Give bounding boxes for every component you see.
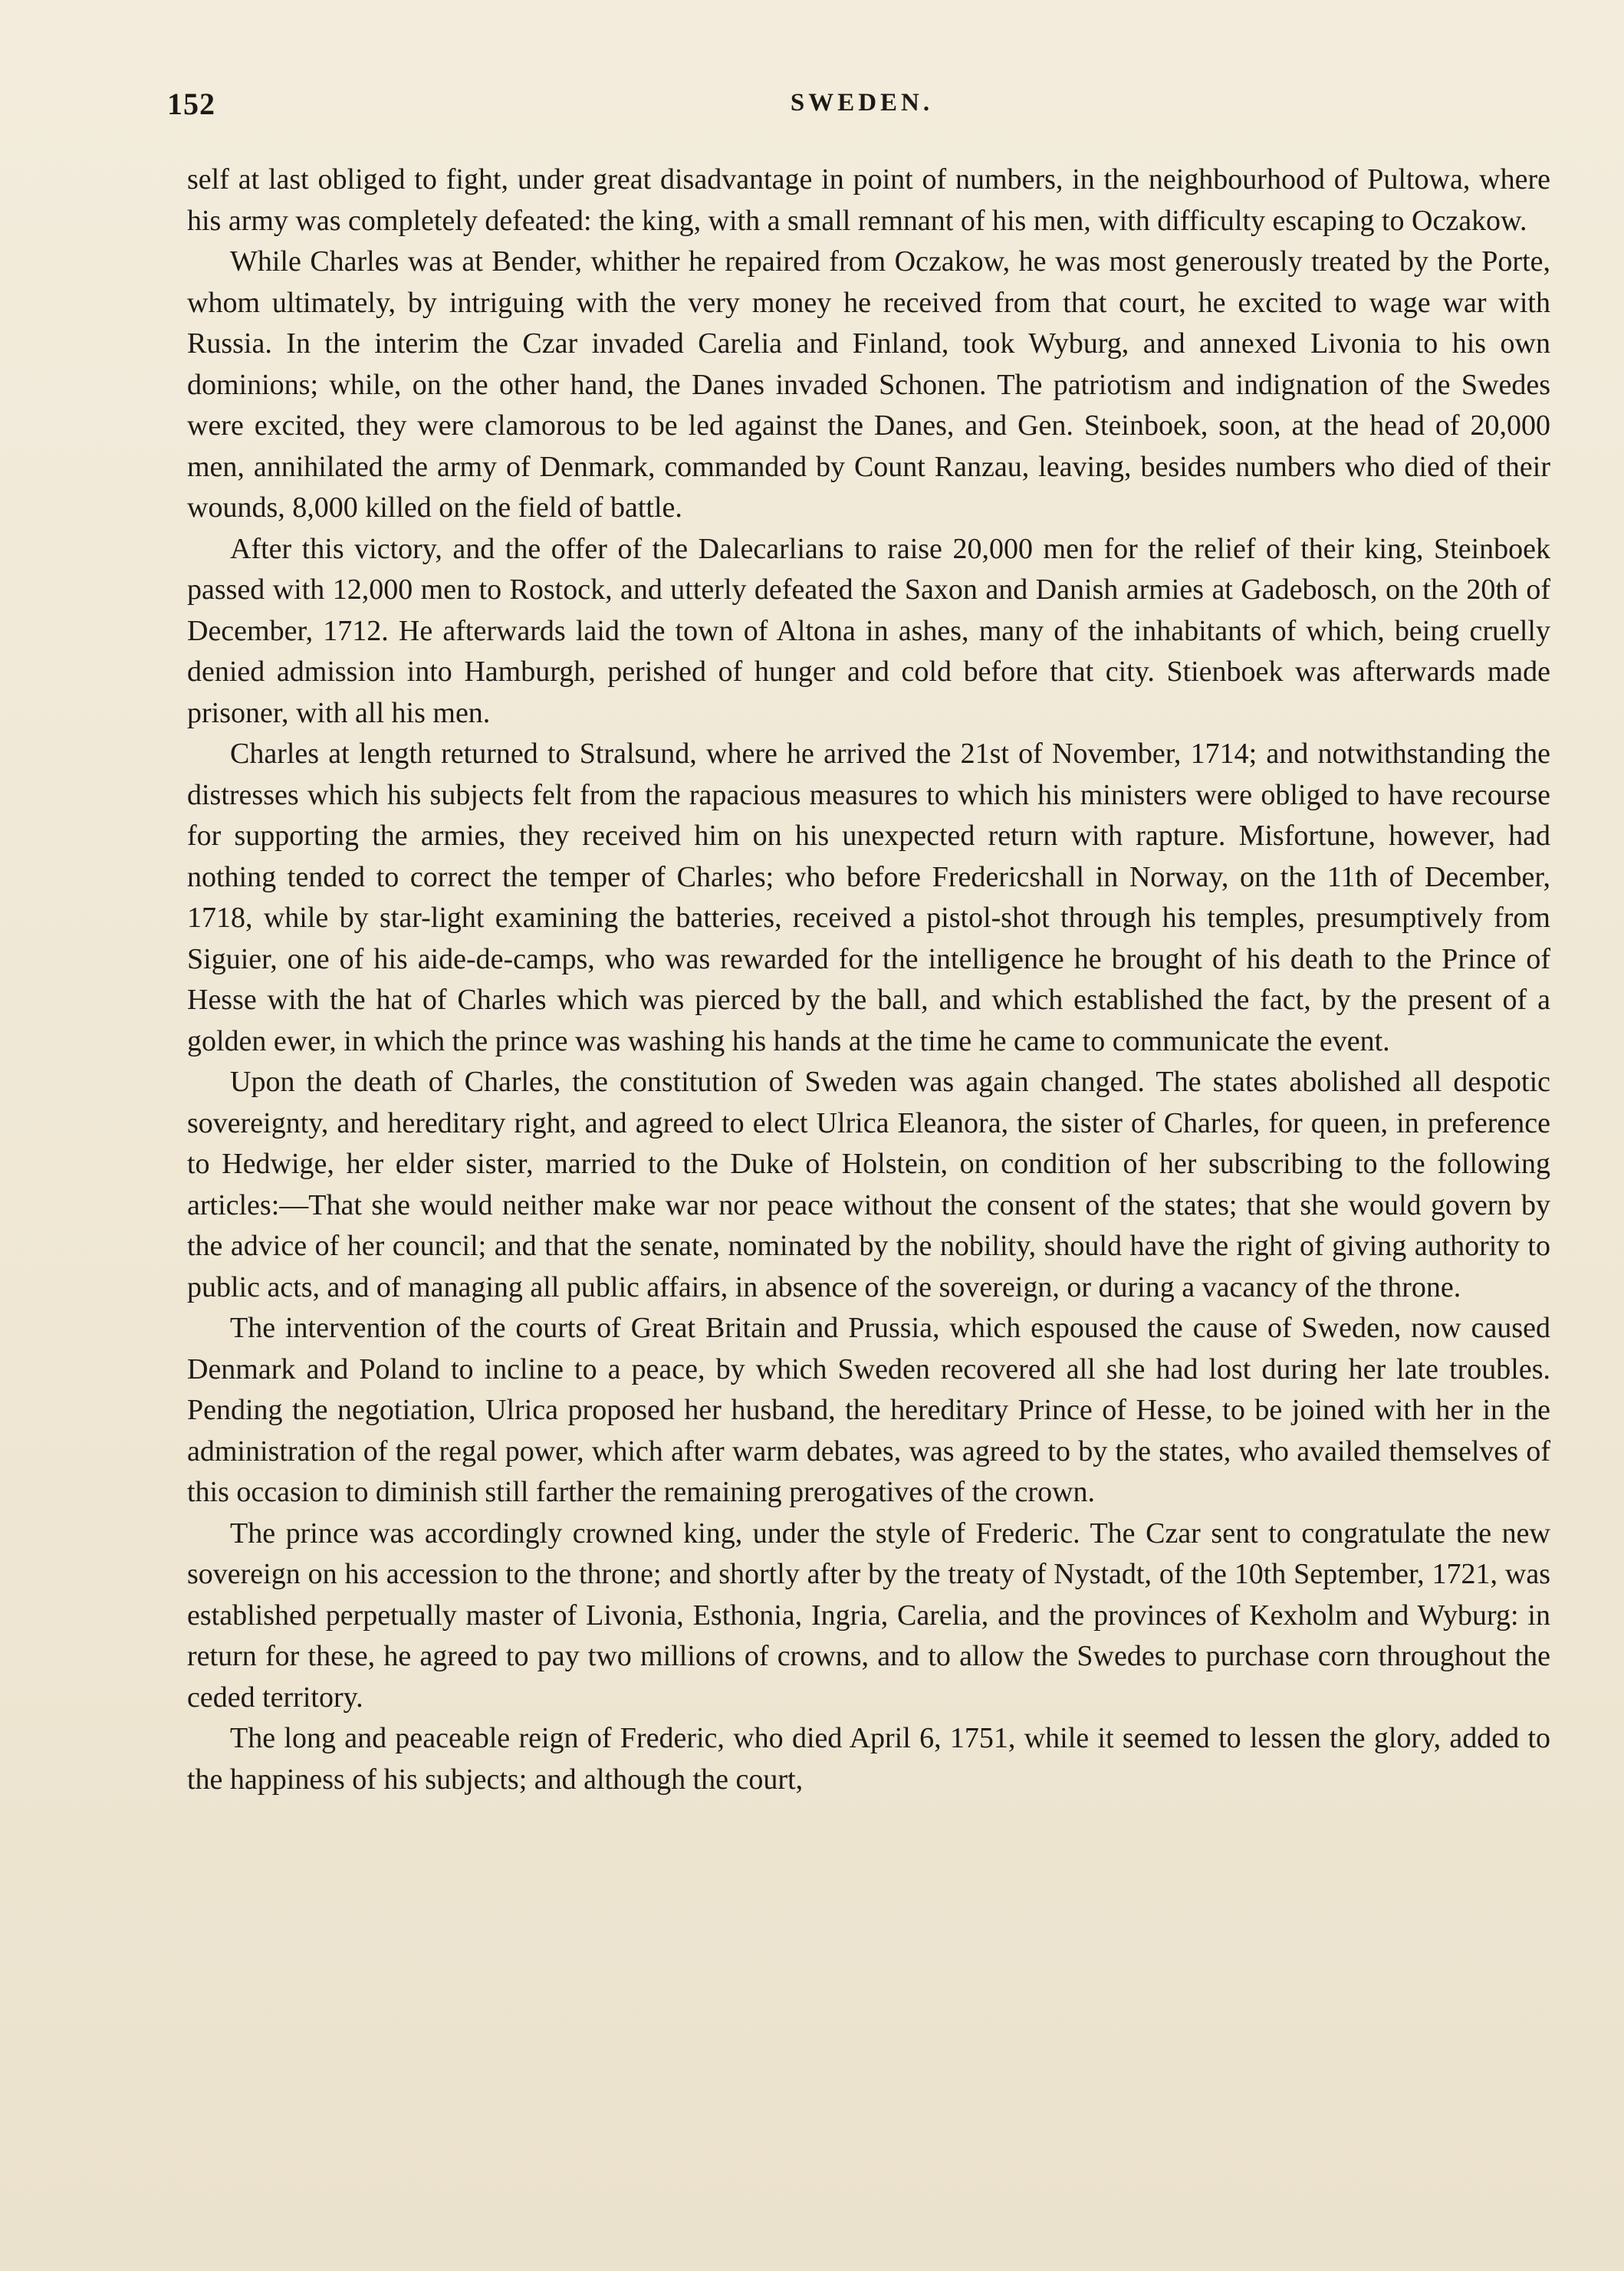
- paragraph: Charles at length returned to Stralsund, where he arrived the 21st of November, 1714; and notwithstanding the distresses which his subjects felt from the rapacious measures to which his ministers were obliged to have recourse for supporting the armies, they received him on his unexpected return with rapture. Misfortune, however, had nothing tended to correct the temper of Charles; who before Fredericshall in Norway, on the 11th of December, 1718, while by star-light examining the batteries, received a pistol-shot through his temples, presumptively from Siguier, one of his aide-de-camps, who was rewarded for the intelligence he brought of his death to the Prince of Hesse with the hat of Charles which was pierced by the ball, and which established the fact, by the present of a golden ewer, in which the prince was washing his hands at the time he came to communicate the event.: [187, 738, 1550, 1057]
- paragraph: After this victory, and the offer of the Dalecarlians to raise 20,000 men for the relief of their king, Steinboek passed with 12,000 men to Rostock, and utterly defeated the Saxon and Danish armies at Gadebosch, on the 20th of December, 1712. He afterwards laid the town of Altona in ashes, many of the inhabitants of which, being cruelly denied admission into Hamburgh, perished of hunger and cold before that city. Stienboek was afterwards made prisoner, with all his men.: [187, 532, 1550, 729]
- running-title: SWEDEN.: [790, 89, 934, 117]
- paragraph: self at last obliged to fight, under great disadvantage in point of numbers, in the neighbourhood of Pultowa, where his army was completely defeated: the king, with a small remnant of his men, with difficulty escaping to Oczakow.: [187, 163, 1550, 237]
- paragraph: Upon the death of Charles, the constitution of Sweden was again changed. The states abolished all despotic sovereignty, and hereditary right, and agreed to elect Ulrica Eleanora, the sister of Charles, for queen, in preference to Hedwige, her elder sister, married to the Duke of Holstein, on condition of her subscribing to the following articles:—That she would neither make war nor peace without the consent of the states; that she would govern by the advice of her council; and that the senate, nominated by the nobility, should have the right of giving authority to public acts, and of managing all public affairs, in absence of the sovereign, or during a vacancy of the throne.: [187, 1066, 1550, 1303]
- page-number: 152: [167, 87, 215, 121]
- paragraph: The long and peaceable reign of Frederic, who died April 6, 1751, while it seemed to lessen the glory, added to the happiness of his subjects; and although the court,: [187, 1722, 1550, 1796]
- paragraph: The intervention of the courts of Great Britain and Prussia, which espoused the cause of Sweden, now caused Denmark and Poland to incline to a peace, by which Sweden recovered all she had lost during her late troubles. Pending the negotiation, Ulrica proposed her husband, the hereditary Prince of Hesse, to be joined with her in the administration of the regal power, which after warm debates, was agreed to by the states, who availed themselves of this occasion to diminish still farther the remaining prerogatives of the crown.: [187, 1312, 1550, 1508]
- paragraph: The prince was accordingly crowned king, under the style of Frederic. The Czar sent to congratulate the new sovereign on his accession to the throne; and shortly after by the treaty of Nystadt, of the 10th September, 1721, was established perpetually master of Livonia, Esthonia, Ingria, Carelia, and the provinces of Kexholm and Wyburg: in return for these, he agreed to pay two millions of crowns, and to allow the Swedes to purchase corn throughout the ceded territory.: [187, 1517, 1550, 1714]
- body-text: [187, 159, 1550, 1800]
- paragraph: While Charles was at Bender, whither he repaired from Oczakow, he was most generously treated by the Porte, whom ultimately, by intriguing with the very money he received from that court, he excited to wage war with Russia. In the interim the Czar invaded Carelia and Finland, took Wyburg, and annexed Livonia to his own dominions; while, on the other hand, the Danes invaded Schonen. The patriotism and indignation of the Swedes were excited, they were clamorous to be led against the Danes, and Gen. Steinboek, soon, at the head of 20,000 men, annihilated the army of Denmark, commanded by Count Ranzau, leaving, besides numbers who died of their wounds, 8,000 killed on the field of battle.: [187, 245, 1550, 524]
- running-head: [167, 86, 1557, 132]
